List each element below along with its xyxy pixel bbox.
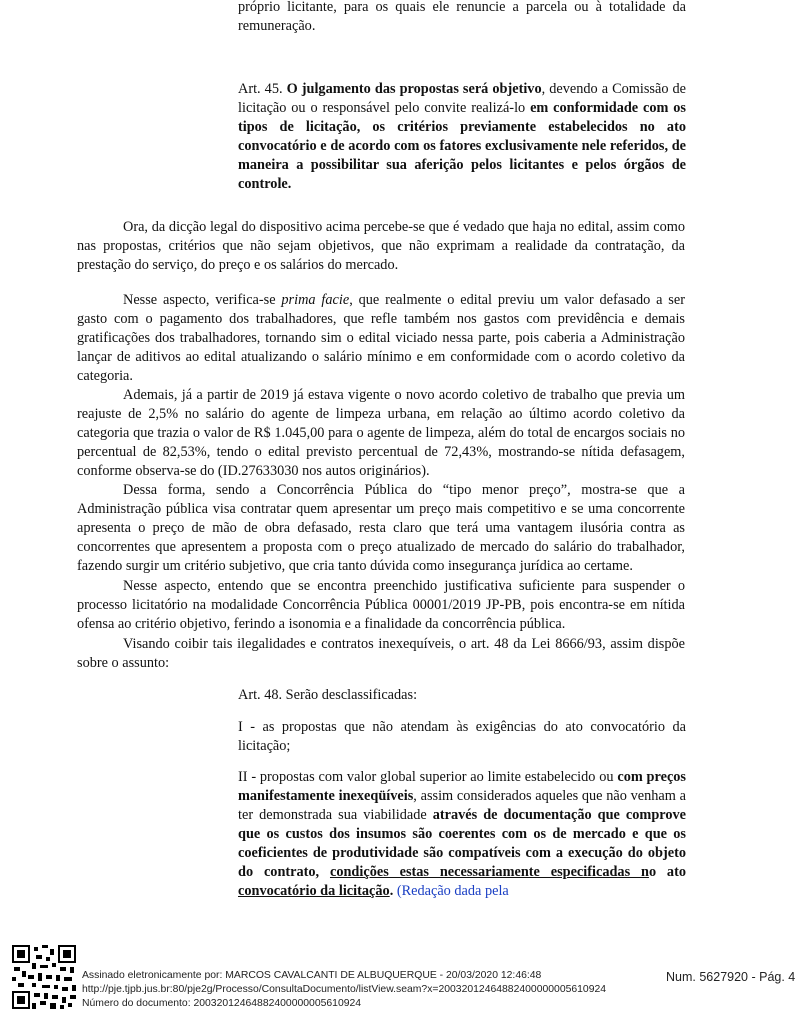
quote-art-48-heading: Art. 48. Serão desclassificadas: <box>238 687 418 703</box>
quote-art-48-item-i: I - as propostas que não atendam às exigências do ato convocatório da licitação; <box>238 719 686 754</box>
paragraph-4: Dessa forma, sendo a Concorrência Pública do “tipo menor preço”, mostra-se que a Administração pública visa contratar quem apresentar um preço mais competitivo e se uma concorrente apresenta o preço de mão de obra defasado, resta claro que terá uma vantagem ilusória contra as concorrentes que apresentem a proposta com o preço atualizado de mercado do salário do trabalhador, fazendo surgir um critério subjetivo, que cria tanto dúvida como insegurança jurídica ao certame. <box>77 482 685 574</box>
paragraph-6: Visando coibir tais ilegalidades e contratos inexequíveis, o art. 48 da Lei 8666/93, assim dispõe sobre o assunto: <box>77 636 685 671</box>
quote-art-45: Art. 45. O julgamento das propostas será objetivo, devendo a Comissão de licitação ou o responsável pelo convite realizá-lo em conformidade com os tipos de licitação, os critérios previamente estabelecidos no ato convocatório e de acordo com os fatores exclusivamente nele referidos, de maneira a possibilitar sua aferição pelos licitantes e pelos órgãos de controle. <box>238 81 686 192</box>
paragraph-2: Nesse aspecto, verifica-se prima facie, que realmente o edital previu um valor defasado a ser gasto com o pagamento dos trabalhadores, que refle também nos gastos com previdência e demais gratificações dos trabalhadores, tornando sim o edital viciado nessa parte, pois caberia a Administração lançar de aditivos ao edital atualizando o salário mínimo e em conformidade com o acordo coletivo da categoria. <box>77 292 685 384</box>
page-number: Num. 5627920 - Pág. 4 <box>666 970 796 984</box>
paragraph-1: Ora, da dicção legal do dispositivo acima percebe-se que é vedado que haja no edital, assim como nas propostas, critérios que não sejam objetivos, que não exprimam a realidade da contratação, da prestação do serviço, do preço e os salários do mercado. <box>77 219 685 273</box>
paragraph-3: Ademais, já a partir de 2019 já estava vigente o novo acordo coletivo de trabalho que previa um reajuste de 2,5% no salário do agente de limpeza urbana, em relação ao último acordo coletivo da categoria que trazia o valor de R$ 1.045,00 para o agente de limpeza, além do total de encargos sociais no percentual de 82,53%, tendo o edital previsto percentual de 72,43%, mostrando-se nítida defasagem, conforme observa-se do (ID.27633030 nos autos originários). <box>77 387 685 479</box>
document-number: Número do documento: 20032012464882400000005610924 <box>82 998 362 1009</box>
document-url[interactable]: http://pje.tjpb.jus.br:80/pje2g/Processo/ConsultaDocumento/listView.seam?x=20032012464882400000005610924 <box>82 984 607 995</box>
qr-code-icon <box>12 945 76 1009</box>
signature-line: Assinado eletronicamente por: MARCOS CAVALCANTI DE ALBUQUERQUE - 20/03/2020 12:46:48 <box>82 970 542 981</box>
quote-art-48-item-ii: II - propostas com valor global superior ao limite estabelecido ou com preços manifestamente inexeqüíveis, assim considerados aqueles que não venham a ter demonstrada sua viabilidade através de documentação que comprove que os custos dos insumos são coerentes com os de mercado e que os coeficientes de produtividade são compatíveis com a execução do objeto do contrato, condições estas necessariamente especificadas no ato convocatório da licitação. (Redação dada pela <box>238 769 686 899</box>
quote-continuation: próprio licitante, para os quais ele renuncie a parcela ou à totalidade da remuneração. <box>238 0 686 34</box>
legislation-link[interactable]: (Redação dada pela <box>396 883 509 899</box>
paragraph-5: Nesse aspecto, entendo que se encontra preenchido justificativa suficiente para suspender o processo licitatório na modalidade Concorrência Pública 00001/2019 JP-PB, pois encontra-se em nítida ofensa ao critério objetivo, ferindo a isonomia e a finalidade da concorrência pública. <box>77 578 685 632</box>
